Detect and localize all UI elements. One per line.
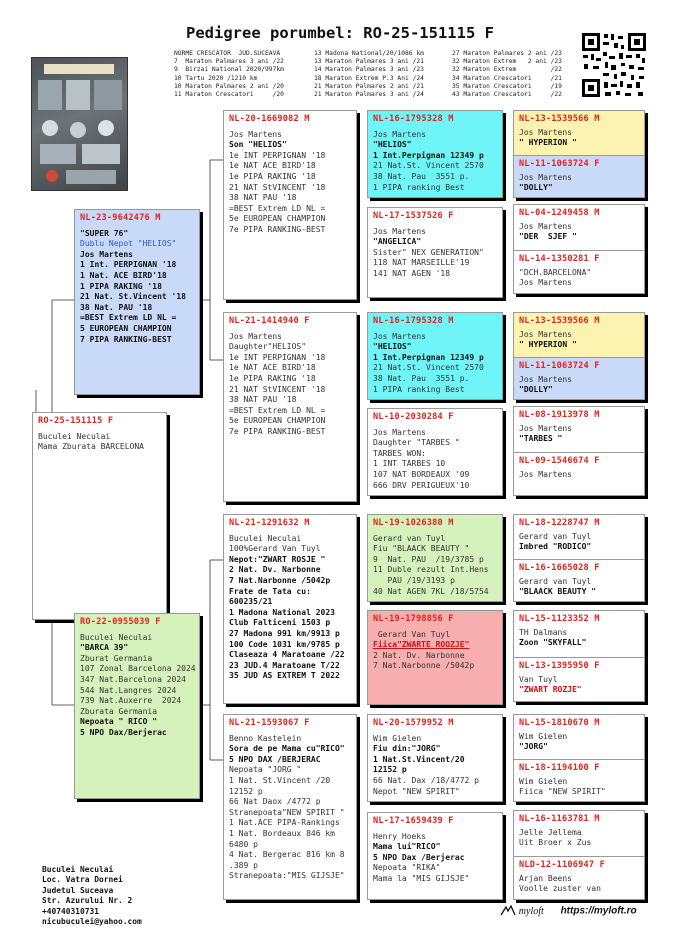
dam-sire-line: 100%Gerard Van Tuyl <box>229 544 321 554</box>
sire-dam-line: 7e PIPA RANKING-BEST <box>229 426 326 436</box>
g4-b2-line: Jos Martens <box>519 278 572 288</box>
address-line: Str. Azurului Nr. 2 <box>42 896 133 906</box>
sire-sire-line: Jos Martens <box>229 129 282 139</box>
sire-sire-line: Son "HELIOS" <box>229 140 287 150</box>
sire-line: =BEST Extrem LD NL = <box>80 313 177 323</box>
g4-d1-line: "TARBES " <box>519 434 563 444</box>
g4-g2-ring-number: NL-18-1194100 F <box>519 763 600 773</box>
sire-line: 5 EUROPEAN CHAMPION <box>80 323 172 333</box>
sire-sire-line: 1e PIPA RAKING '18 <box>229 171 316 181</box>
g3-dss-card[interactable] <box>367 514 503 602</box>
g3-dds-line: 12152 p <box>373 765 407 775</box>
g4-c1-line: " HYPERION " <box>519 340 577 350</box>
g3-ddd-line: Nepoata "RIKA" <box>373 863 441 873</box>
g3-sdd-ring-number: NL-10-2030284 F <box>373 412 454 422</box>
g4-d1-card[interactable] <box>514 407 644 452</box>
dam-sire-ring-number: NL-21-1291632 M <box>229 518 310 528</box>
dam-dam-line: Benno Kastelein <box>229 733 302 743</box>
g4-e1-ring-number: NL-18-1228747 M <box>519 518 600 528</box>
g4-h2-card[interactable] <box>514 857 644 900</box>
g3-sdd-line: TARBES WON: <box>373 448 426 458</box>
g4-a1-card[interactable] <box>514 111 644 155</box>
dam-sire-line: 100 Code 1031 km/9785 p <box>229 639 340 649</box>
g4-f1-line: TH Dalmans <box>519 627 568 637</box>
g3-ddd-line: Henry Hoeks <box>373 831 426 841</box>
g3-dss-line: Gerard van Tuyl <box>373 533 446 543</box>
dam-sire-line: 7 Nat.Narbonne /5042p <box>229 575 331 585</box>
g4-b2-ring-number: NL-14-1350281 F <box>519 254 600 264</box>
g3-dss-ring-number: NL-19-1026380 M <box>373 518 454 528</box>
sire-sire-line: 5e EUROPEAN CHAMPION <box>229 214 326 224</box>
g4-e1-card[interactable] <box>514 515 644 559</box>
g4-a1-ring-number: NL-13-1539566 M <box>519 114 600 124</box>
dam-dam-line: 1 Nat.ACE PIPA-Rankings <box>229 818 340 828</box>
g3-dss-line: 9 Nat. PAU /19/3785 p <box>373 554 484 564</box>
dam-sire-line: Claseaza 4 Maratoane /22 <box>229 650 345 660</box>
g4-pair-a <box>513 110 645 198</box>
g4-c1-ring-number: NL-13-1539566 M <box>519 316 600 326</box>
dam-dam-line: Nepoata "JORG " <box>229 765 302 775</box>
g4-b1-line: "DER SJEF " <box>519 232 577 242</box>
owner-address <box>42 865 142 927</box>
g4-g1-line: Wim Gielen <box>519 731 568 741</box>
g3-sdd-line: Jos Martens <box>373 427 426 437</box>
g3-sss-line: 1 Int.Perpignan 12349 p <box>373 150 484 160</box>
g4-pair-c <box>513 312 645 400</box>
g4-d2-card[interactable] <box>514 453 644 496</box>
dam-sire-card[interactable] <box>223 514 357 704</box>
sire-line: 38 Nat. PAU '18 <box>80 302 153 312</box>
g4-e2-line: "BLAACK BEAUTY " <box>519 587 597 597</box>
dam-line: 107 Zonal Barcelona 2024 <box>80 664 196 674</box>
sire-sire-line: 1e INT PERPIGNAN '18 <box>229 150 326 160</box>
g3-sss-line: 1 PIPA ranking Best <box>373 182 465 192</box>
owner-email[interactable]: nicubuculei@yahoo.com <box>42 917 142 927</box>
g4-h1-line: Uit Broer x Zus <box>519 838 592 848</box>
g3-ssd-line: 118 NAT MARSEILLE'19 <box>373 258 470 268</box>
g3-dds-line: 1 Nat.St.Vincent/20 <box>373 754 465 764</box>
dam-sire-line: Frate de Tata cu: <box>229 586 311 596</box>
sire-sire-line: 7e PIPA RANKING-BEST <box>229 224 326 234</box>
g4-d2-line: Jos Martens <box>519 469 572 479</box>
dam-sire-line: 600235/21 <box>229 597 273 607</box>
g3-dsd-line: 7 Nat.Narbonne /5042p <box>373 661 475 671</box>
dam-dam-ring-number: NL-21-1593067 F <box>229 718 310 728</box>
g4-h1-ring-number: NL-16-1163781 M <box>519 814 600 824</box>
g3-ssd-card[interactable] <box>367 207 503 298</box>
sire-dam-line: 1e NAT ACE BIRD'18 <box>229 363 316 373</box>
dam-dam-card[interactable] <box>223 714 357 900</box>
g4-a2-line: "DOLLY" <box>519 183 553 193</box>
myloft-logo-icon <box>500 906 519 917</box>
g4-e2-line: Gerard van Tuyl <box>519 576 592 586</box>
g4-f2-card[interactable] <box>514 658 644 702</box>
dam-dam-line: .389 p <box>229 860 258 870</box>
dam-line: 5 NPO Dax/Berjerac <box>80 727 167 737</box>
g3-sss-line: 21 Nat.St. Vincent 2570 <box>373 161 484 171</box>
g3-sds-line: 1 Int.Perpignan 12349 p <box>373 352 484 362</box>
g3-ddd-line: Mama lui"RICO" <box>373 842 441 852</box>
dam-dam-line: 6480 p <box>229 839 258 849</box>
g3-ddd-card[interactable] <box>367 812 503 900</box>
g4-f2-line: Van Tuyl <box>519 674 558 684</box>
g4-pair-g <box>513 714 645 802</box>
g3-sdd-line: Daughter "TARBES " <box>373 438 460 448</box>
sire-dam-line: 38 NAT PAU '18 <box>229 395 297 405</box>
dam-line: Buculei Neculai <box>80 632 153 642</box>
dam-dam-line: 5 NPO DAX /BERJERAC <box>229 754 321 764</box>
g4-h2-line: Arjan Beens <box>519 873 572 883</box>
g3-dds-line: Wim Gielen <box>373 733 422 743</box>
g4-g1-line: "JORG" <box>519 742 548 752</box>
g3-dss-line: 40 Nat AGEN 7KL /18/5754 <box>373 586 489 596</box>
qr-code-icon <box>581 32 647 98</box>
g4-a1-line: " HYPERION " <box>519 138 577 148</box>
sire-line: 21 Nat. St.Vincent '18 <box>80 292 186 302</box>
g4-h2-ring-number: NLD-12-1106947 F <box>519 860 605 870</box>
g3-dsd-line: Fiica"ZWARTE ROOZJE" <box>373 640 470 650</box>
g3-sdd-card[interactable] <box>367 408 503 496</box>
dam-sire-line: Club Falticeni 1503 p <box>229 618 331 628</box>
g3-sds-line: 38 Nat. Pau 3551 p. <box>373 373 470 383</box>
dam-line: Zburata Germania <box>80 706 158 716</box>
g4-f1-ring-number: NL-15-1123352 M <box>519 614 600 624</box>
g4-g1-ring-number: NL-15-1810670 M <box>519 718 600 728</box>
g3-ddd-line: Mama la "MIS GIJSJE" <box>373 873 470 883</box>
address-line: Judetul Suceava <box>42 885 114 895</box>
g4-a1-line: Jos Martens <box>519 127 572 137</box>
g3-sdd-line: 666 DRV PERIGUEUX'10 <box>373 480 470 490</box>
dam-dam-line: 66 Nat Daox /4772 p <box>229 797 321 807</box>
g3-ddd-ring-number: NL-17-1659439 F <box>373 816 454 826</box>
g4-pair-e <box>513 514 645 602</box>
g4-f2-ring-number: NL-13-1395950 F <box>519 661 600 671</box>
page-title: Pedigree porumbel: RO-25-151115 F <box>186 24 494 42</box>
g4-c2-line: "DOLLY" <box>519 385 553 395</box>
g3-sss-ring-number: NL-16-1795328 M <box>373 114 454 124</box>
dam-dam-line: 1 Nat. Bordeaux 846 km <box>229 828 335 838</box>
g3-sds-line: Jos Martens <box>373 331 426 341</box>
g3-dds-line: 66 Nat. Dax /18/4772 p <box>373 775 479 785</box>
dam-dam-line: 12152 p <box>229 786 263 796</box>
myloft-link[interactable]: https://myloft.ro <box>560 905 637 917</box>
g4-e1-line: Gerard van Tuyl <box>519 531 592 541</box>
dam-dam-line: Stranepoata:"MIS GIJSJE" <box>229 871 345 881</box>
dam-dam-line: 1 Nat. St.Vincent /20 <box>229 775 331 785</box>
address-line: Buculei Neculai <box>42 865 114 874</box>
g4-d1-line: Jos Martens <box>519 423 572 433</box>
myloft-footer <box>500 905 637 917</box>
sire-line: "SUPER 76" <box>80 228 129 238</box>
sire-line: 7 PIPA RANKING-BEST <box>80 334 172 344</box>
dam-dam-line: 4 Nat. Bergerac 816 km 8 <box>229 850 345 860</box>
g3-dss-line: Fiu "BLAACK BEAUTY " <box>373 544 470 554</box>
g4-pair-f <box>513 610 645 702</box>
g4-c2-line: Jos Martens <box>519 374 572 384</box>
g4-e2-ring-number: NL-16-1665028 F <box>519 563 600 573</box>
g4-b1-card[interactable] <box>514 205 644 250</box>
g4-b1-line: Jos Martens <box>519 221 572 231</box>
g4-e2-card[interactable] <box>514 560 644 602</box>
g3-sss-card[interactable] <box>367 110 503 198</box>
g3-ssd-line: Sister" NEX GENERATION" <box>373 247 484 257</box>
dam-line: Nepoata " RICO " <box>80 717 158 727</box>
g4-b2-card[interactable] <box>514 251 644 294</box>
g4-pair-b <box>513 204 645 294</box>
g3-dss-line: PAU /19/3193 p <box>373 575 455 585</box>
g4-pair-h <box>513 810 645 900</box>
g4-c2-card[interactable] <box>514 358 644 400</box>
sire-dam-line: 1e INT PERPIGNAN '18 <box>229 352 326 362</box>
g3-dds-card[interactable] <box>367 714 503 802</box>
sire-sire-card[interactable] <box>223 110 357 300</box>
g4-f1-line: Zoon "SKYFALL" <box>519 638 587 648</box>
g3-dsd-line: 2 Nat. Dv. Narbonne <box>373 650 465 660</box>
g4-d1-ring-number: NL-08-1913978 M <box>519 410 600 420</box>
dam-line: 739 Nat.Auxerre 2024 <box>80 696 182 706</box>
g3-sds-line: 1 PIPA ranking Best <box>373 384 465 394</box>
g3-sdd-line: 1 INT TARBES 10 <box>373 459 446 469</box>
g3-dsd-ring-number: NL-19-1798856 F <box>373 614 454 624</box>
g3-ssd-ring-number: NL-17-1537526 F <box>373 211 454 221</box>
g3-dds-line: Fiu din:"JORG" <box>373 744 441 754</box>
sire-dam-line: Daughter"HELIOS" <box>229 342 307 352</box>
g4-c2-ring-number: NL-11-1063724 F <box>519 361 600 371</box>
dam-dam-line: Sora de pe Mama cu"RICO" <box>229 744 345 754</box>
dam-sire-line: 35 JUD AS EXTREM T 2022 <box>229 671 340 681</box>
g4-f1-card[interactable] <box>514 611 644 657</box>
sire-dam-line: 5e EUROPEAN CHAMPION <box>229 416 326 426</box>
g3-ssd-line: 141 NAT AGEN '18 <box>373 268 451 278</box>
sire-dam-ring-number: NL-21-1414940 F <box>229 316 310 326</box>
sire-dam-line: 1e PIPA RAKING '18 <box>229 373 316 383</box>
g3-ssd-line: "ANGELICA" <box>373 237 422 247</box>
subject-line: Buculei Neculai <box>38 431 111 441</box>
sire-line: 1 Nat. ACE BIRD'18 <box>80 270 167 280</box>
sire-sire-line: 21 NAT StVINCENT '18 <box>229 182 326 192</box>
g3-dsd-line: Gerard Van Tuyl <box>373 629 451 639</box>
g3-sds-ring-number: NL-16-1795328 M <box>373 316 454 326</box>
loft-photo-icon <box>31 57 128 191</box>
dam-ring-number: RO-22-0955039 F <box>80 617 161 627</box>
sire-card[interactable] <box>74 209 200 395</box>
dam-card[interactable] <box>74 613 200 799</box>
g4-pair-d <box>513 406 645 496</box>
g4-b2-line: "DCH.BARCELONA" <box>519 267 592 277</box>
g3-ddd-line: 5 NPO Dax /Berjerac <box>373 852 465 862</box>
dam-sire-line: 27 Madona 991 km/9913 p <box>229 628 340 638</box>
sire-sire-line: =BEST Extrem LD NL = <box>229 203 326 213</box>
dam-line: 544 Nat.Langres 2024 <box>80 685 177 695</box>
myloft-brand: myloft <box>518 905 544 917</box>
g3-dsd-card[interactable] <box>367 610 503 705</box>
dam-sire-line: 2 Nat. Dv. Narbonne <box>229 565 321 575</box>
results-column-3: 27 Maraton Palmares 2 ani /23 32 Maraton Extrem 2 ani /23 32 Maraton Extrem /22 34 Maraton Crescatori /21 35 Maraton Crescatori /19 43 Maraton Crescatori /22 <box>452 50 562 99</box>
g4-g2-line: Fiica "NEW SPIRIT" <box>519 787 606 797</box>
sire-line: Jos Martens <box>80 249 133 259</box>
dam-line: Zburat Germania <box>80 653 153 663</box>
sire-ring-number: NL-23-9642476 M <box>80 213 161 223</box>
dam-sire-line: Nepot:"ZWART ROSJE " <box>229 554 326 564</box>
g4-g2-line: Wim Gielen <box>519 776 568 786</box>
g4-h1-card[interactable] <box>514 811 644 856</box>
g4-h2-line: Voolle zuster van <box>519 884 601 894</box>
sire-sire-line: 1e NAT ACE BIRD'18 <box>229 161 316 171</box>
dam-sire-line: Buculei Neculai <box>229 533 302 543</box>
dam-dam-line: Stranepoata"NEW SPIRIT " <box>229 807 345 817</box>
g4-g2-card[interactable] <box>514 760 644 802</box>
address-line: Loc. Vatra Dornei <box>42 875 123 885</box>
sire-line: 1 Int. PERPIGNAN '18 <box>80 260 177 270</box>
results-column-1: NORME CRESCATOR JUD.SUCEAVA 7 Maraton Palmares 3 ani /22 9 Birzai National 2020/997km 10 Tartu 2020 /1210 km 10 Maraton Palmares 2 ani /20 11 Maraton Crescatori /20 <box>174 50 284 99</box>
subject-bird-card[interactable] <box>32 412 167 620</box>
g3-dds-ring-number: NL-20-1579952 M <box>373 718 454 728</box>
sire-dam-card[interactable] <box>223 312 357 502</box>
g4-h1-line: Jelle Jellema <box>519 827 582 837</box>
dam-line: "BARCA 39" <box>80 643 129 653</box>
sire-sire-line: 38 NAT PAU '18 <box>229 193 297 203</box>
g3-sds-line: 21 Nat.St. Vincent 2570 <box>373 363 484 373</box>
g3-dss-line: 11 Duble rezult Int.Hens <box>373 565 489 575</box>
sire-sire-ring-number: NL-20-1669082 M <box>229 114 310 124</box>
dam-sire-line: 1 Madona National 2023 <box>229 607 335 617</box>
address-line: +40740310731 <box>42 906 100 916</box>
dam-sire-line: 23 JUD.4 Maratoane T/22 <box>229 660 340 670</box>
g3-sss-line: "HELIOS" <box>373 140 412 150</box>
g4-a2-card[interactable] <box>514 156 644 198</box>
g4-d2-ring-number: NL-09-1546674 F <box>519 456 600 466</box>
g3-sds-card[interactable] <box>367 312 503 400</box>
g4-a2-ring-number: NL-11-1063724 F <box>519 159 600 169</box>
g3-sdd-line: 107 NAT BORDEAUX '09 <box>373 469 470 479</box>
g4-e1-line: Imbred "RODICO" <box>519 542 592 552</box>
g4-a2-line: Jos Martens <box>519 172 572 182</box>
results-column-2: 13 Madona National/20/1086 km 13 Maraton Palmares 3 ani /21 14 Maraton Palmares 3 ani /23 18 Maraton Extrem P.3 Ani /24 21 Maraton Palmares 2 ani /21 21 Maraton Palmares 3 ani /24 <box>314 50 424 99</box>
subject-line: Mama Zburata BARCELONA <box>38 442 144 452</box>
subject-ring-number: RO-25-151115 F <box>38 416 114 426</box>
g3-ssd-line: Jos Martens <box>373 226 426 236</box>
g3-sds-line: "HELIOS" <box>373 342 412 352</box>
sire-line: Dublu Nepot "HELIOS" <box>80 239 177 249</box>
sire-dam-line: 21 NAT StVINCENT '18 <box>229 384 326 394</box>
g4-c1-line: Jos Martens <box>519 329 572 339</box>
g4-g1-card[interactable] <box>514 715 644 759</box>
g4-b1-ring-number: NL-04-1249458 M <box>519 208 600 218</box>
g3-sss-line: Jos Martens <box>373 129 426 139</box>
g4-f2-line: "ZWART ROZJE" <box>519 685 582 695</box>
sire-line: 1 PIPA RAKING '18 <box>80 281 162 291</box>
g3-sss-line: 38 Nat. Pau 3551 p. <box>373 171 470 181</box>
sire-dam-line: Jos Martens <box>229 331 282 341</box>
g4-c1-card[interactable] <box>514 313 644 357</box>
dam-line: 347 Nat.Barcelona 2024 <box>80 674 186 684</box>
g3-dds-line: Nepot "NEW SPIRIT" <box>373 786 460 796</box>
sire-dam-line: =BEST Extrem LD NL = <box>229 405 326 415</box>
